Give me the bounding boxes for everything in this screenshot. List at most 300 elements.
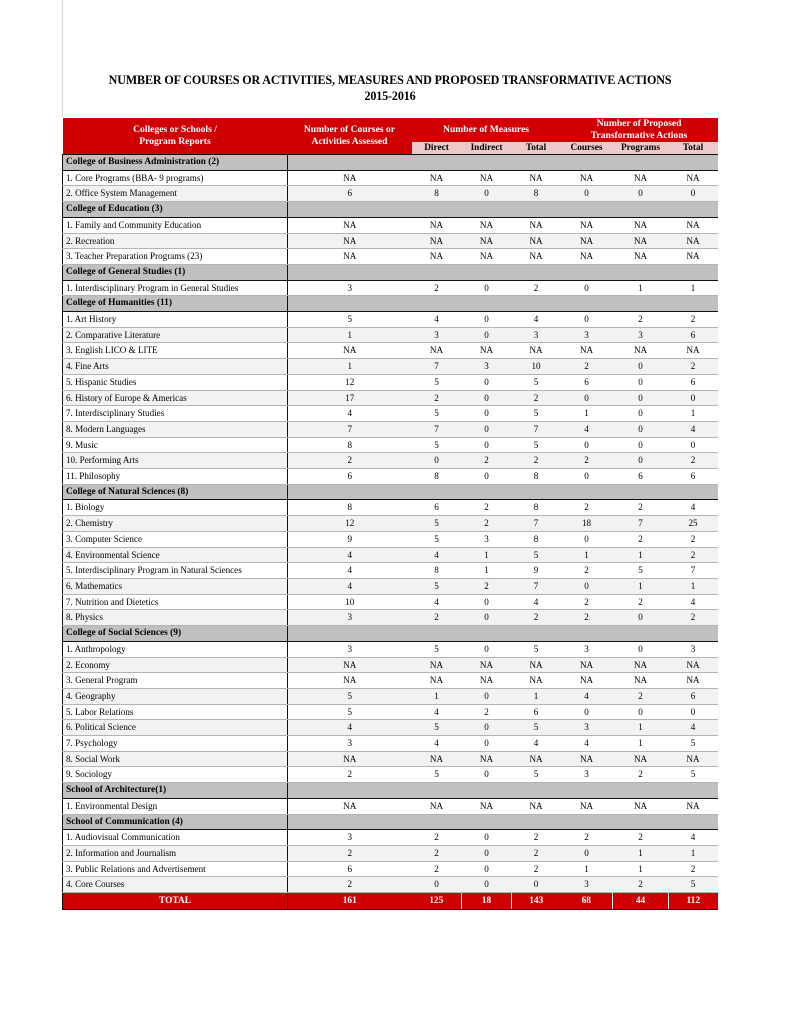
cell-value: 2 — [669, 531, 718, 547]
cell-value — [412, 484, 462, 500]
col-header-programs — [63, 118, 288, 155]
cell-value: 8 — [512, 531, 561, 547]
col-header-programs-line2: Program Reports — [139, 136, 211, 147]
cell-value — [288, 484, 412, 500]
cell-value — [512, 202, 561, 218]
cell-value: 8 — [412, 186, 462, 202]
cell-value: 2 — [561, 563, 613, 579]
cell-value: NA — [561, 798, 613, 814]
group-label: College of Humanities (11) — [63, 296, 288, 312]
cell-value: NA — [288, 673, 412, 689]
cell-value: 0 — [669, 437, 718, 453]
cell-value: NA — [613, 170, 669, 186]
table-row — [63, 327, 718, 343]
program-name: 5. Labor Relations — [63, 704, 288, 720]
assessment-summary-table — [62, 118, 718, 910]
program-name: 8. Social Work — [63, 751, 288, 767]
table-row — [63, 720, 718, 736]
cell-value: NA — [412, 170, 462, 186]
group-label: School of Communication (4) — [63, 814, 288, 830]
cell-value: 2 — [669, 547, 718, 563]
table-row — [63, 217, 718, 233]
cell-value: 4 — [412, 704, 462, 720]
page-title — [62, 72, 718, 104]
cell-value — [462, 626, 512, 642]
cell-value: 3 — [512, 327, 561, 343]
cell-value: 25 — [669, 516, 718, 532]
cell-value: NA — [512, 751, 561, 767]
cell-value: NA — [669, 673, 718, 689]
table-row — [63, 312, 718, 328]
cell-value — [512, 814, 561, 830]
cell-value — [561, 814, 613, 830]
cell-value: 1 — [412, 688, 462, 704]
cell-value: 5 — [412, 531, 462, 547]
cell-value: 0 — [412, 453, 462, 469]
cell-value: 6 — [412, 500, 462, 516]
table-row — [63, 390, 718, 406]
cell-value: 0 — [561, 437, 613, 453]
table-row — [63, 186, 718, 202]
cell-value: 2 — [462, 453, 512, 469]
cell-value: 3 — [561, 767, 613, 783]
cell-value: 4 — [412, 736, 462, 752]
cell-value: 4 — [512, 312, 561, 328]
cell-value: 4 — [669, 421, 718, 437]
cell-value: 5 — [412, 406, 462, 422]
cell-value: 5 — [412, 516, 462, 532]
table-row — [63, 704, 718, 720]
cell-value — [613, 814, 669, 830]
cell-value: 5 — [512, 437, 561, 453]
cell-value: 0 — [462, 720, 512, 736]
cell-value: NA — [669, 751, 718, 767]
cell-value: NA — [288, 217, 412, 233]
cell-value — [561, 626, 613, 642]
cell-value: 6 — [669, 327, 718, 343]
cell-value: 112 — [669, 893, 718, 910]
program-name: 9. Music — [63, 437, 288, 453]
col-header-indirect: Indirect — [462, 142, 512, 155]
cell-value: 1 — [669, 845, 718, 861]
cell-value: NA — [288, 798, 412, 814]
cell-value: NA — [512, 673, 561, 689]
cell-value: 1 — [512, 688, 561, 704]
cell-value: 0 — [669, 704, 718, 720]
table-row — [63, 767, 718, 783]
cell-value — [561, 155, 613, 171]
cell-value: 1 — [561, 406, 613, 422]
cell-value: NA — [613, 657, 669, 673]
cell-value: NA — [613, 343, 669, 359]
program-name: 5. Hispanic Studies — [63, 374, 288, 390]
cell-value — [412, 202, 462, 218]
cell-value: 18 — [462, 893, 512, 910]
cell-value: NA — [462, 798, 512, 814]
cell-value: 0 — [462, 845, 512, 861]
cell-value — [669, 264, 718, 280]
header-row-groups — [63, 118, 718, 142]
cell-value: 1 — [561, 547, 613, 563]
table-row — [63, 877, 718, 893]
page-title-line1: NUMBER OF COURSES OR ACTIVITIES, MEASURES AND PROPOSED TRANSFORMATIVE ACTIONS — [108, 73, 672, 87]
table-group-row — [63, 264, 718, 280]
cell-value: 0 — [462, 437, 512, 453]
program-name: 4. Core Courses — [63, 877, 288, 893]
cell-value: 2 — [613, 531, 669, 547]
cell-value: 2 — [669, 312, 718, 328]
cell-value — [288, 264, 412, 280]
cell-value: 3 — [561, 641, 613, 657]
program-name: 2. Recreation — [63, 233, 288, 249]
cell-value: 0 — [462, 421, 512, 437]
cell-value: NA — [561, 217, 613, 233]
cell-value: 1 — [613, 578, 669, 594]
program-name: 1. Anthropology — [63, 641, 288, 657]
cell-value: 68 — [561, 893, 613, 910]
cell-value: 12 — [288, 374, 412, 390]
cell-value — [512, 783, 561, 799]
cell-value: 1 — [462, 547, 512, 563]
cell-value: 2 — [412, 861, 462, 877]
program-name: 4. Fine Arts — [63, 359, 288, 375]
cell-value: 4 — [288, 406, 412, 422]
cell-value: NA — [669, 249, 718, 265]
table-group-row — [63, 155, 718, 171]
cell-value: NA — [512, 217, 561, 233]
cell-value: 5 — [512, 406, 561, 422]
cell-value: NA — [561, 657, 613, 673]
cell-value: 0 — [462, 390, 512, 406]
table-row — [63, 798, 718, 814]
cell-value: 2 — [288, 453, 412, 469]
cell-value: 1 — [613, 280, 669, 296]
col-header-courses-assessed — [288, 118, 412, 155]
cell-value: 3 — [561, 327, 613, 343]
program-name: 4. Environmental Science — [63, 547, 288, 563]
cell-value: 4 — [512, 736, 561, 752]
table-row — [63, 233, 718, 249]
program-name: 7. Nutrition and Dietetics — [63, 594, 288, 610]
cell-value: 0 — [462, 736, 512, 752]
program-name: 1. Art History — [63, 312, 288, 328]
cell-value: 5 — [412, 641, 462, 657]
cell-value: 4 — [412, 547, 462, 563]
table-row — [63, 641, 718, 657]
cell-value: NA — [288, 343, 412, 359]
cell-value: 1 — [288, 327, 412, 343]
cell-value: 2 — [412, 845, 462, 861]
cell-value: 7 — [288, 421, 412, 437]
cell-value: NA — [288, 751, 412, 767]
cell-value: 4 — [288, 547, 412, 563]
cell-value — [613, 626, 669, 642]
col-header-direct: Direct — [412, 142, 462, 155]
cell-value: 2 — [462, 578, 512, 594]
table-row — [63, 453, 718, 469]
cell-value: 44 — [613, 893, 669, 910]
program-name: 1. Environmental Design — [63, 798, 288, 814]
cell-value: NA — [613, 233, 669, 249]
cell-value — [412, 626, 462, 642]
cell-value — [561, 296, 613, 312]
cell-value: 8 — [288, 500, 412, 516]
cell-value — [613, 264, 669, 280]
cell-value — [462, 814, 512, 830]
cell-value: 5 — [512, 374, 561, 390]
group-label: College of General Studies (1) — [63, 264, 288, 280]
cell-value: 0 — [613, 374, 669, 390]
cell-value: 0 — [462, 861, 512, 877]
cell-value: NA — [288, 657, 412, 673]
cell-value — [512, 296, 561, 312]
table-group-row — [63, 783, 718, 799]
col-header-group-measures: Number of Measures — [412, 118, 561, 142]
cell-value: 143 — [512, 893, 561, 910]
cell-value — [512, 484, 561, 500]
cell-value: NA — [412, 217, 462, 233]
cell-value: 7 — [412, 421, 462, 437]
program-name: 3. English LICO & LITE — [63, 343, 288, 359]
cell-value: 10 — [512, 359, 561, 375]
group-label: College of Business Administration (2) — [63, 155, 288, 171]
cell-value: 2 — [512, 845, 561, 861]
cell-value: NA — [613, 751, 669, 767]
cell-value: NA — [613, 798, 669, 814]
table-row — [63, 736, 718, 752]
cell-value: 0 — [613, 641, 669, 657]
cell-value: NA — [669, 343, 718, 359]
cell-value: NA — [288, 249, 412, 265]
cell-value — [412, 296, 462, 312]
cell-value: 0 — [561, 845, 613, 861]
program-name: 1. Family and Community Education — [63, 217, 288, 233]
cell-value: 8 — [512, 469, 561, 485]
program-name: 3. General Program — [63, 673, 288, 689]
cell-value: 5 — [669, 767, 718, 783]
cell-value: 1 — [462, 563, 512, 579]
program-name: 2. Information and Journalism — [63, 845, 288, 861]
cell-value: NA — [462, 170, 512, 186]
cell-value: 0 — [462, 877, 512, 893]
cell-value: 4 — [288, 563, 412, 579]
cell-value: 0 — [613, 453, 669, 469]
cell-value: 4 — [561, 688, 613, 704]
cell-value: NA — [412, 657, 462, 673]
cell-value: 0 — [462, 406, 512, 422]
cell-value — [613, 296, 669, 312]
cell-value — [561, 484, 613, 500]
cell-value: NA — [561, 233, 613, 249]
cell-value: 0 — [561, 312, 613, 328]
cell-value — [561, 264, 613, 280]
cell-value: 1 — [669, 406, 718, 422]
cell-value: 2 — [412, 390, 462, 406]
table-row — [63, 359, 718, 375]
cell-value: NA — [512, 657, 561, 673]
program-name: 1. Core Programs (BBA- 9 programs) — [63, 170, 288, 186]
cell-value — [669, 783, 718, 799]
program-name: 8. Physics — [63, 610, 288, 626]
cell-value: NA — [512, 233, 561, 249]
table-row — [63, 563, 718, 579]
cell-value: NA — [669, 217, 718, 233]
cell-value: NA — [412, 343, 462, 359]
cell-value — [412, 155, 462, 171]
program-name: 3. Public Relations and Advertisement — [63, 861, 288, 877]
cell-value: 3 — [288, 736, 412, 752]
table-body — [63, 155, 718, 910]
cell-value: 2 — [288, 845, 412, 861]
cell-value: 1 — [613, 547, 669, 563]
cell-value: 2 — [512, 830, 561, 846]
cell-value: 2 — [512, 861, 561, 877]
cell-value: 3 — [561, 877, 613, 893]
cell-value: NA — [412, 249, 462, 265]
cell-value: 0 — [561, 531, 613, 547]
cell-value — [613, 155, 669, 171]
table-group-row — [63, 296, 718, 312]
cell-value: 2 — [462, 500, 512, 516]
cell-value: 5 — [412, 720, 462, 736]
cell-value: 0 — [462, 688, 512, 704]
cell-value: 5 — [412, 437, 462, 453]
cell-value — [669, 296, 718, 312]
cell-value: 4 — [669, 720, 718, 736]
table-row — [63, 437, 718, 453]
cell-value — [462, 264, 512, 280]
table-group-row — [63, 202, 718, 218]
cell-value: 1 — [613, 845, 669, 861]
cell-value: 7 — [512, 516, 561, 532]
cell-value: 0 — [561, 469, 613, 485]
cell-value: 2 — [412, 280, 462, 296]
cell-value: 2 — [613, 688, 669, 704]
cell-value: NA — [288, 233, 412, 249]
cell-value: 6 — [669, 469, 718, 485]
cell-value: 5 — [288, 312, 412, 328]
cell-value: 5 — [412, 578, 462, 594]
cell-value: NA — [512, 170, 561, 186]
cell-value: 0 — [613, 406, 669, 422]
col-header-actions-total: Total — [669, 142, 718, 155]
program-name: 5. Interdisciplinary Program in Natural Sciences — [63, 563, 288, 579]
col-header-courses-line2: Activities Assessed — [311, 136, 388, 147]
cell-value: 6 — [613, 469, 669, 485]
cell-value: 2 — [669, 453, 718, 469]
cell-value — [512, 155, 561, 171]
cell-value — [462, 296, 512, 312]
table-row — [63, 280, 718, 296]
cell-value: 2 — [512, 453, 561, 469]
cell-value: 0 — [561, 186, 613, 202]
cell-value: 0 — [613, 421, 669, 437]
cell-value: 1 — [288, 359, 412, 375]
cell-value: 2 — [669, 610, 718, 626]
cell-value: 8 — [412, 563, 462, 579]
table-row — [63, 406, 718, 422]
cell-value: 0 — [512, 877, 561, 893]
cell-value: 3 — [669, 641, 718, 657]
cell-value: 2 — [412, 610, 462, 626]
cell-value: 161 — [288, 893, 412, 910]
cell-value: 0 — [561, 280, 613, 296]
cell-value: 3 — [288, 610, 412, 626]
page-title-line2: 2015-2016 — [364, 89, 416, 103]
cell-value — [288, 296, 412, 312]
cell-value: NA — [561, 170, 613, 186]
table-row — [63, 657, 718, 673]
cell-value: NA — [412, 798, 462, 814]
cell-value: 2 — [561, 594, 613, 610]
cell-value — [561, 783, 613, 799]
cell-value: 6 — [288, 186, 412, 202]
program-name: 4. Geography — [63, 688, 288, 704]
cell-value: 2 — [288, 767, 412, 783]
cell-value: 2 — [613, 877, 669, 893]
cell-value: 2 — [613, 312, 669, 328]
table-row — [63, 861, 718, 877]
cell-value: 0 — [462, 610, 512, 626]
cell-value: NA — [669, 170, 718, 186]
table-row — [63, 547, 718, 563]
cell-value: 5 — [669, 877, 718, 893]
cell-value: 1 — [669, 578, 718, 594]
cell-value — [613, 202, 669, 218]
cell-value: NA — [613, 249, 669, 265]
cell-value: 2 — [669, 359, 718, 375]
table-row — [63, 343, 718, 359]
table-row — [63, 421, 718, 437]
cell-value: 3 — [462, 359, 512, 375]
cell-value: 3 — [288, 830, 412, 846]
cell-value: 2 — [613, 767, 669, 783]
cell-value: 5 — [288, 688, 412, 704]
cell-value: 0 — [462, 830, 512, 846]
cell-value: 0 — [613, 390, 669, 406]
table-row — [63, 170, 718, 186]
cell-value: NA — [613, 673, 669, 689]
program-name: 2. Economy — [63, 657, 288, 673]
program-name: 3. Computer Science — [63, 531, 288, 547]
cell-value: 3 — [412, 327, 462, 343]
cell-value: 0 — [412, 877, 462, 893]
cell-value — [462, 155, 512, 171]
program-name: 6. History of Europe & Americas — [63, 390, 288, 406]
cell-value: NA — [561, 343, 613, 359]
cell-value: NA — [669, 657, 718, 673]
cell-value: 0 — [462, 641, 512, 657]
cell-value: 4 — [412, 312, 462, 328]
col-header-actions-programs: Programs — [613, 142, 669, 155]
group-label: College of Social Sciences (9) — [63, 626, 288, 642]
col-header-actions-line1: Number of Proposed — [596, 118, 682, 129]
cell-value: 4 — [412, 594, 462, 610]
cell-value: 18 — [561, 516, 613, 532]
cell-value — [669, 484, 718, 500]
cell-value: 7 — [669, 563, 718, 579]
cell-value: 9 — [512, 563, 561, 579]
table-total-row — [63, 893, 718, 910]
group-label: College of Natural Sciences (8) — [63, 484, 288, 500]
cell-value: NA — [512, 798, 561, 814]
table-row — [63, 594, 718, 610]
cell-value: 2 — [613, 500, 669, 516]
col-header-group-actions — [561, 118, 718, 142]
cell-value: 0 — [462, 374, 512, 390]
cell-value: 5 — [512, 767, 561, 783]
cell-value: 0 — [613, 437, 669, 453]
